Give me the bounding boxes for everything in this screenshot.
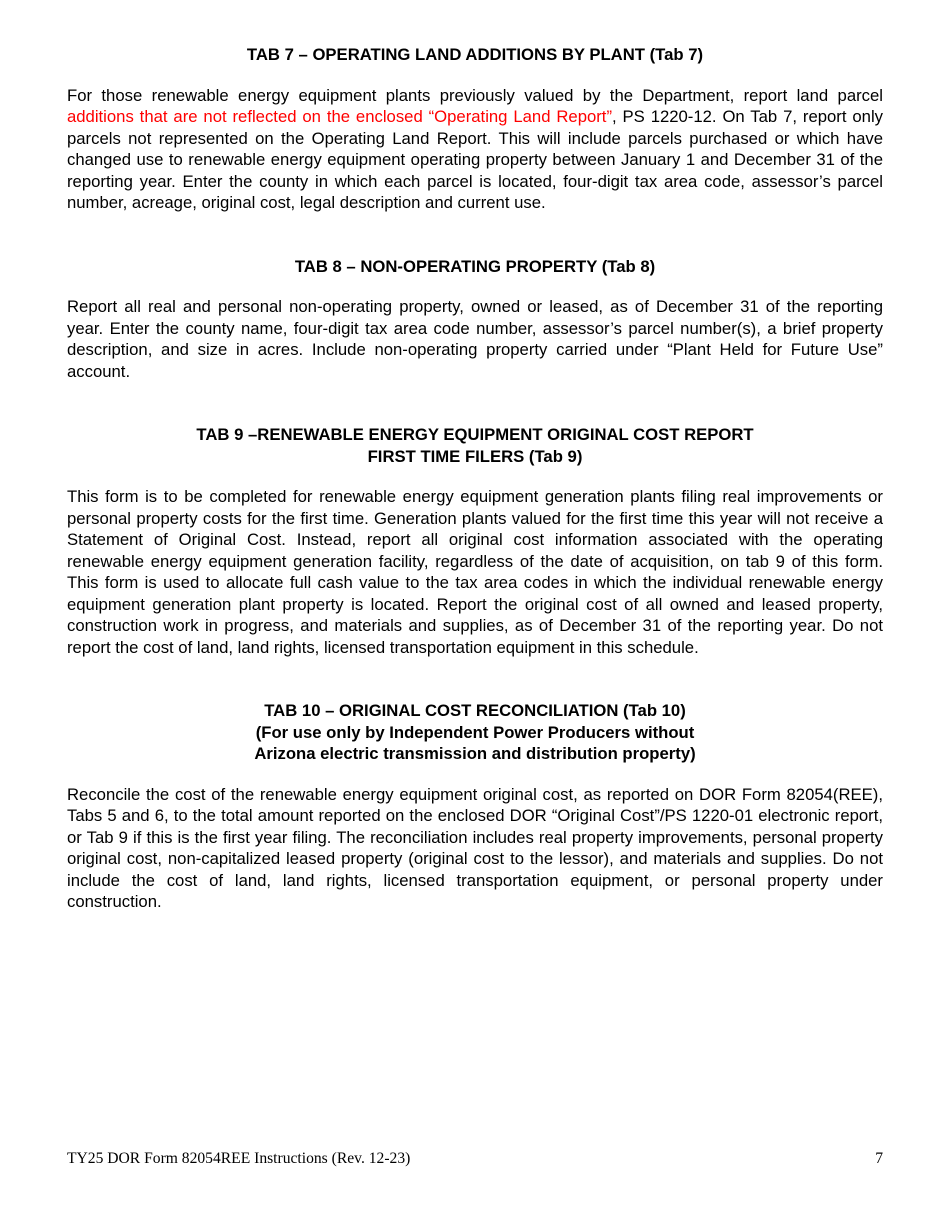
heading-line: TAB 9 –RENEWABLE ENERGY EQUIPMENT ORIGINAL COST REPORT (196, 425, 754, 444)
body-text: For those renewable energy equipment plants previously valued by the Department, report land parcel (67, 85, 883, 105)
heading-line: (For use only by Independent Power Producers without (255, 722, 695, 742)
section-body-tab-9: This form is to be completed for renewable energy equipment generation plants filing real improvements or personal property costs for the first time. Generation plants valued for the first time this year will not receive a Statement of Original Cost. Instead, report all original cost information associated with the operating renewable energy equipment generation facility, regardless of the date of acquisition, on tab 9 of this form. This form is used to allocate full cash value to the tax area codes in which the individual renewable energy equipment generation plant property is located. Report the original cost of all owned and leased property, construction work in progress, and materials and supplies, as of December 31 of the reporting year. Do not report the cost of land, land rights, licensed transportation equipment in this schedule. (67, 487, 883, 657)
body-text: , PS 1220-12. On Tab 7, report only parcels not represented on the Operating Land Report. This will include parcels purchased or which have changed use to renewable energy equipment operating property between January 1 and December 31 of the reporting year. Enter the county in which each parcel is located, four-digit tax area code, assessor’s parcel number, acreage, original cost, legal description and current use. (67, 107, 883, 212)
section-tab-7 (67, 44, 883, 214)
section-tab-8 (67, 256, 883, 383)
footer-page-number: 7 (875, 1150, 883, 1167)
highlighted-text: additions that are not reflected on the enclosed “Operating Land Report” (67, 107, 613, 126)
footer-form-title: TY25 DOR Form 82054REE Instructions (Rev. 12-23) (67, 1150, 411, 1167)
instructions-page (67, 44, 883, 913)
heading-line: FIRST TIME FILERS (Tab 9) (367, 446, 583, 466)
section-body-tab-10: Reconcile the cost of the renewable energy equipment original cost, as reported on DOR Form 82054(REE), Tabs 5 and 6, to the total amount reported on the enclosed DOR “Original Cost”/PS 1220-01 electronic report, or Tab 9 if this is the first year filing. The reconciliation includes real property improvements, personal property original cost, non-capitalized leased property (original cost to the lessor), and materials and supplies. Do not include the cost of land, land rights, licensed transportation equipment, or personal property under construction. (67, 784, 883, 911)
section-heading-tab-7 (67, 44, 883, 66)
heading-line: TAB 8 – NON-OPERATING PROPERTY (Tab 8) (294, 256, 656, 276)
section-heading-tab-8 (67, 256, 883, 278)
section-body-tab-8: Report all real and personal non-operating property, owned or leased, as of December 31 of the reporting year. Enter the county name, four-digit tax area code number, assessor’s parcel number(s), a brief property description, and size in acres. Include non-operating property carried under “Plant Held for Future Use” account. (67, 297, 883, 381)
heading-line: Arizona electric transmission and distribution property) (254, 744, 696, 763)
section-heading-tab-10 (67, 700, 883, 765)
section-heading-tab-9 (67, 424, 883, 467)
heading-line: TAB 7 – OPERATING LAND ADDITIONS BY PLANT (Tab 7) (246, 45, 704, 64)
section-body-tab-7 (67, 85, 883, 214)
heading-line: TAB 10 – ORIGINAL COST RECONCILIATION (Tab 10) (264, 701, 686, 720)
section-tab-10 (67, 700, 883, 913)
section-tab-9 (67, 424, 883, 658)
